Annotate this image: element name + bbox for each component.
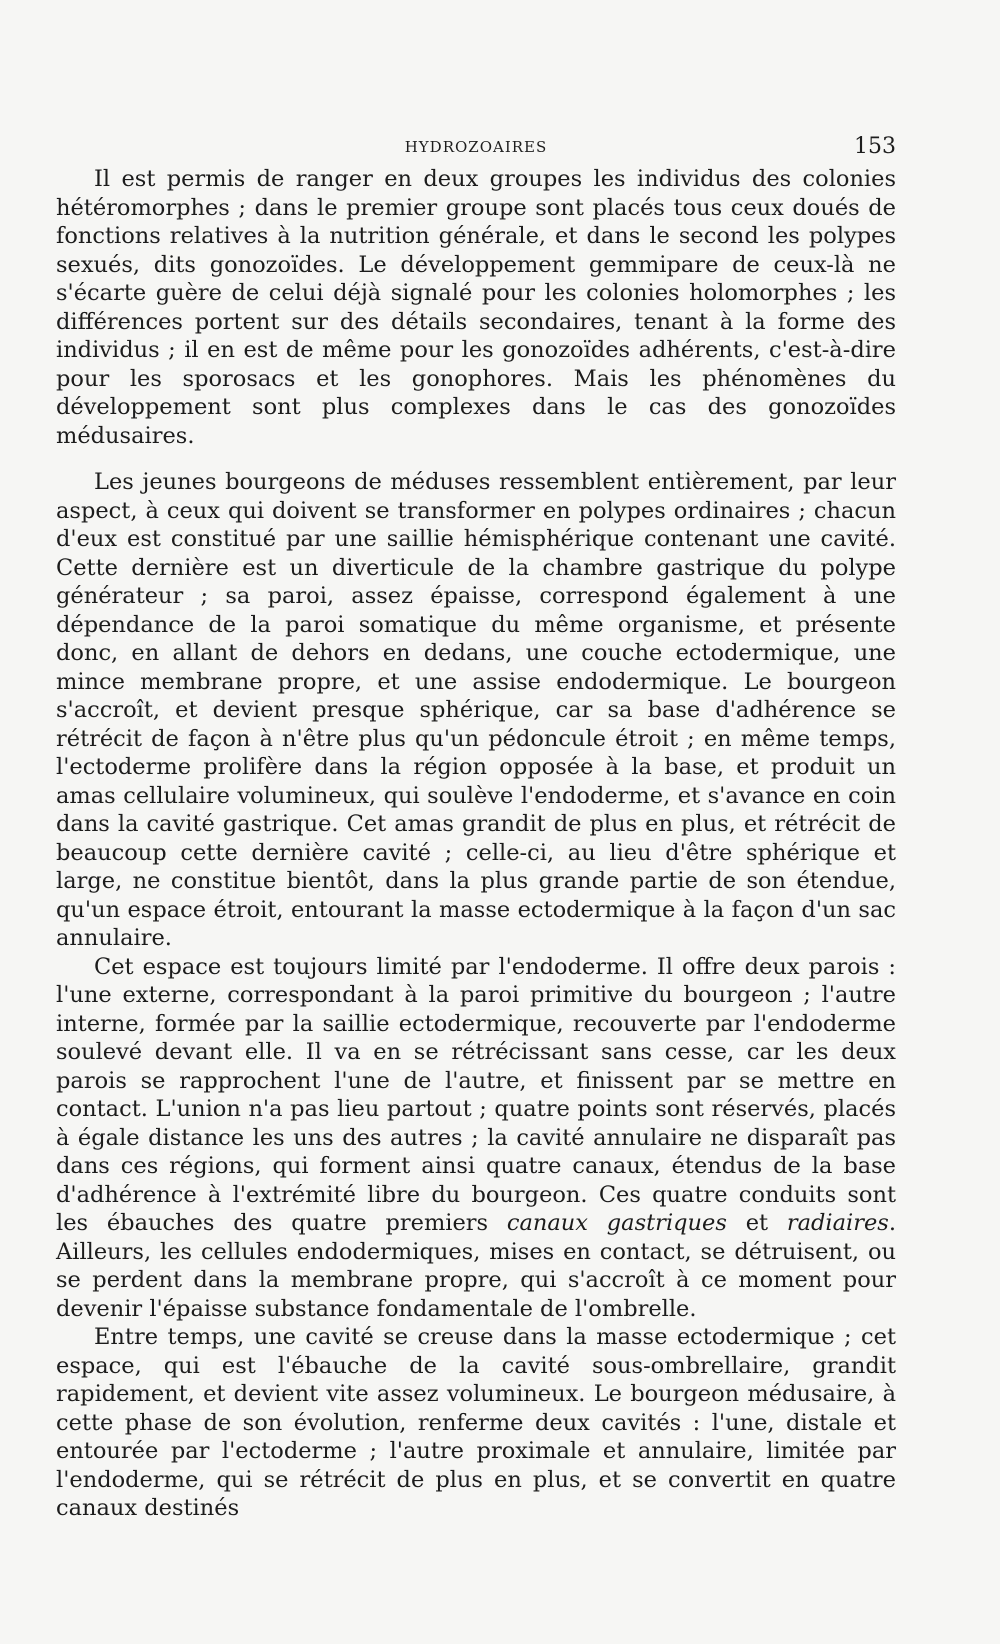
paragraph-4: Entre temps, une cavité se creuse dans la masse ectodermique ; cet espace, qui est l'ébauche de la cavité sous-ombrellaire, grandit rapidement, et devient vite assez volumineux. Le bourgeon médusaire, à cette phase de son évolution, renferme deux cavités : l'une, distale et entourée par l'ectoderme ; l'autre proximale et annulaire, limitée par l'endoderme, qui se rétrécit de plus en plus, et se convertit en quatre canaux destinés	[56, 1324, 896, 1521]
term-canaux-gastriques: canaux gastriques	[506, 1210, 727, 1236]
running-head: HYDROZOAIRES	[404, 138, 548, 156]
paragraph-3-text-b: . Ailleurs, les cellules endodermiques, mises en contact, se détruisent, ou se perdent dans la membrane propre, qui s'accroît à ce moment pour devenir l'épaisse substance fondamentale de l'ombrelle.	[56, 1210, 897, 1322]
paragraph-3-conjunction: et	[745, 1210, 769, 1236]
paragraph-2: Les jeunes bourgeons de méduses ressemblent entièrement, par leur aspect, à ceux qui doivent se transformer en polypes ordinaires ; chacun d'eux est constitué par une saillie hémisphérique contenant une cavité. Cette dernière est un diverticule de la chambre gastrique du polype générateur ; sa paroi, assez épaisse, correspond également à une dépendance de la paroi somatique du même organisme, et présente donc, en allant de dehors en dedans, une couche ectodermique, une mince membrane propre, et une assise endodermique. Le bourgeon s'accroît, et devient presque sphérique, car sa base d'adhérence se rétrécit de façon à n'être plus qu'un pédoncule étroit ; en même temps, l'ectoderme prolifère dans la région opposée à la base, et produit un amas cellulaire volumineux, qui soulève l'endoderme, et s'avance en coin dans la cavité gastrique. Cet amas grandit de plus en plus, et rétrécit de beaucoup cette dernière cavité ; celle-ci, au lieu d'être sphérique et large, ne constitue bientôt, dans la plus grande partie de son étendue, qu'un espace étroit, entourant la masse ectodermique à la façon d'un sac annulaire.	[56, 469, 896, 951]
paragraph-3-text-a: Cet espace est toujours limité par l'endoderme. Il offre deux parois : l'une externe, correspondant à la paroi primitive du bourgeon ; l'autre interne, formée par la saillie ectodermique, recouverte par l'endoderme soulevé devant elle. Il va en se rétrécissant sans cesse, car les deux parois se rapprochent l'une de l'autre, et finissent par se mettre en contact. L'union n'a pas lieu partout ; quatre points sont réservés, placés à égale distance les uns des autres ; la cavité annulaire ne disparaît pas dans ces régions, qui forment ainsi quatre canaux, étendus de la base d'adhérence à l'extrémité libre du bourgeon. Ces quatre conduits sont les ébauches des quatre premiers	[56, 953, 896, 1236]
paragraph-1: Il est permis de ranger en deux groupes les individus des colonies hétéromorphes ; dans le premier groupe sont placés tous ceux doués de fonctions relatives à la nutrition générale, et dans le second les polypes sexués, dits gonozoïdes. Le développement gemmipare de ceux-là ne s'écarte guère de celui déjà signalé pour les colonies holomorphes ; les différences portent sur des détails secondaires, tenant à la forme des individus ; il en est de même pour les gonozoïdes adhérents, c'est-à-dire pour les sporosacs et les gonophores. Mais les phénomènes du développement sont plus complexes dans le cas des gonozoïdes médusaires.	[56, 166, 896, 449]
term-radiaires: radiaires	[786, 1210, 889, 1236]
page-number: 153	[854, 134, 896, 159]
body-text	[56, 165, 896, 1523]
paragraph-3	[56, 953, 896, 1324]
page-header	[56, 134, 896, 164]
